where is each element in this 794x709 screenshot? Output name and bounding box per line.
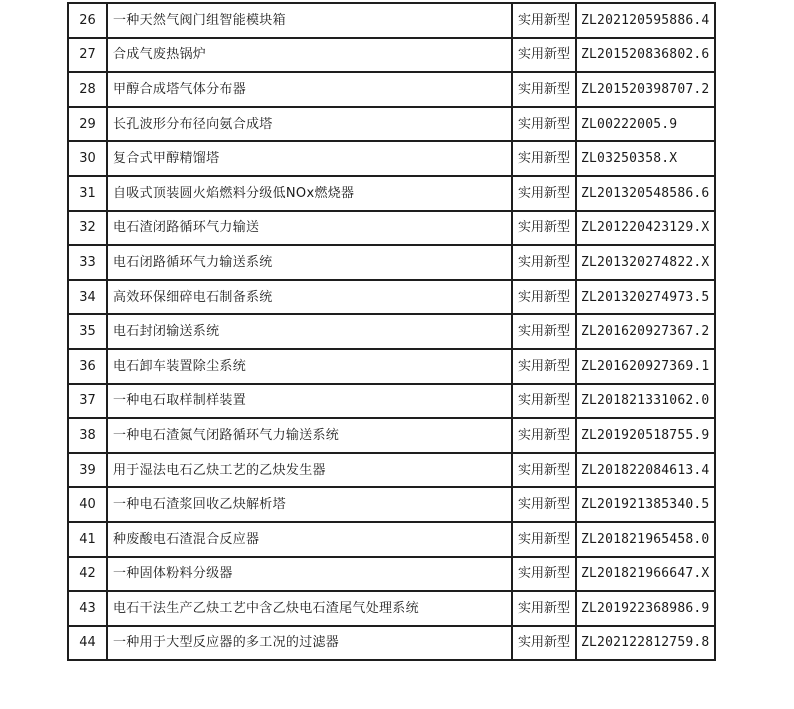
row-number-cell: 30 <box>68 141 107 176</box>
patent-name-cell: 合成气废热锅炉 <box>107 38 512 73</box>
patent-number-cell: ZL201520836802.6 <box>576 38 715 73</box>
patent-name-cell: 一种用于大型反应器的多工况的过滤器 <box>107 626 512 661</box>
table-row <box>68 384 715 419</box>
row-number-cell: 34 <box>68 280 107 315</box>
patent-number-cell: ZL202122812759.8 <box>576 626 715 661</box>
patent-name-cell: 自吸式顶装圆火焰燃料分级低NOx燃烧器 <box>107 176 512 211</box>
patent-type-cell: 实用新型 <box>512 418 576 453</box>
patent-type-cell: 实用新型 <box>512 280 576 315</box>
table-row <box>68 176 715 211</box>
table-row <box>68 3 715 38</box>
table-row <box>68 314 715 349</box>
patent-number-cell: ZL201822084613.4 <box>576 453 715 488</box>
patent-table-sheet <box>67 2 709 661</box>
table-row <box>68 453 715 488</box>
table-row <box>68 38 715 73</box>
patent-name-cell: 一种电石取样制样装置 <box>107 384 512 419</box>
patent-number-cell: ZL201821965458.0 <box>576 522 715 557</box>
patent-number-cell: ZL03250358.X <box>576 141 715 176</box>
row-number-cell: 26 <box>68 3 107 38</box>
table-row <box>68 349 715 384</box>
row-number-cell: 36 <box>68 349 107 384</box>
patent-name-cell: 一种电石渣浆回收乙炔解析塔 <box>107 487 512 522</box>
row-number-cell: 28 <box>68 72 107 107</box>
patent-name-cell: 一种电石渣氮气闭路循环气力输送系统 <box>107 418 512 453</box>
patent-type-cell: 实用新型 <box>512 176 576 211</box>
patent-name-cell: 一种天然气阀门组智能模块箱 <box>107 3 512 38</box>
table-row <box>68 245 715 280</box>
patent-type-cell: 实用新型 <box>512 626 576 661</box>
patent-name-cell: 电石卸车装置除尘系统 <box>107 349 512 384</box>
table-row <box>68 141 715 176</box>
patent-name-cell: 电石干法生产乙炔工艺中含乙炔电石渣尾气处理系统 <box>107 591 512 626</box>
patent-name-cell: 长孔波形分布径向氨合成塔 <box>107 107 512 142</box>
row-number-cell: 39 <box>68 453 107 488</box>
row-number-cell: 41 <box>68 522 107 557</box>
row-number-cell: 29 <box>68 107 107 142</box>
patent-type-cell: 实用新型 <box>512 453 576 488</box>
patent-number-cell: ZL202120595886.4 <box>576 3 715 38</box>
row-number-cell: 35 <box>68 314 107 349</box>
table-row <box>68 591 715 626</box>
patent-number-cell: ZL201920518755.9 <box>576 418 715 453</box>
patent-name-cell: 电石渣闭路循环气力输送 <box>107 211 512 246</box>
patent-name-cell: 高效环保细碎电石制备系统 <box>107 280 512 315</box>
patent-name-cell: 一种固体粉料分级器 <box>107 557 512 592</box>
patent-number-cell: ZL201520398707.2 <box>576 72 715 107</box>
patent-type-cell: 实用新型 <box>512 3 576 38</box>
patent-name-cell: 甲醇合成塔气体分布器 <box>107 72 512 107</box>
patent-type-cell: 实用新型 <box>512 107 576 142</box>
patent-name-cell: 复合式甲醇精馏塔 <box>107 141 512 176</box>
patent-number-cell: ZL201921385340.5 <box>576 487 715 522</box>
table-row <box>68 72 715 107</box>
patent-number-cell: ZL201320274973.5 <box>576 280 715 315</box>
patent-number-cell: ZL201620927369.1 <box>576 349 715 384</box>
row-number-cell: 38 <box>68 418 107 453</box>
patent-name-cell: 种废酸电石渣混合反应器 <box>107 522 512 557</box>
patent-type-cell: 实用新型 <box>512 141 576 176</box>
patent-number-cell: ZL00222005.9 <box>576 107 715 142</box>
table-row <box>68 522 715 557</box>
row-number-cell: 32 <box>68 211 107 246</box>
patent-type-cell: 实用新型 <box>512 522 576 557</box>
patent-type-cell: 实用新型 <box>512 211 576 246</box>
row-number-cell: 31 <box>68 176 107 211</box>
table-row <box>68 280 715 315</box>
row-number-cell: 43 <box>68 591 107 626</box>
patent-type-cell: 实用新型 <box>512 72 576 107</box>
patent-type-cell: 实用新型 <box>512 349 576 384</box>
row-number-cell: 44 <box>68 626 107 661</box>
table-row <box>68 211 715 246</box>
row-number-cell: 33 <box>68 245 107 280</box>
patent-number-cell: ZL201320548586.6 <box>576 176 715 211</box>
patent-name-cell: 电石闭路循环气力输送系统 <box>107 245 512 280</box>
patent-name-cell: 用于湿法电石乙炔工艺的乙炔发生器 <box>107 453 512 488</box>
patent-type-cell: 实用新型 <box>512 384 576 419</box>
patent-table-body <box>68 3 715 660</box>
patent-number-cell: ZL201821966647.X <box>576 557 715 592</box>
patent-type-cell: 实用新型 <box>512 314 576 349</box>
patent-type-cell: 实用新型 <box>512 245 576 280</box>
row-number-cell: 42 <box>68 557 107 592</box>
table-row <box>68 107 715 142</box>
patent-name-cell: 电石封闭输送系统 <box>107 314 512 349</box>
table-row <box>68 418 715 453</box>
patent-type-cell: 实用新型 <box>512 557 576 592</box>
patent-table <box>67 2 716 661</box>
patent-type-cell: 实用新型 <box>512 38 576 73</box>
table-row <box>68 557 715 592</box>
row-number-cell: 27 <box>68 38 107 73</box>
patent-number-cell: ZL201220423129.X <box>576 211 715 246</box>
patent-number-cell: ZL201620927367.2 <box>576 314 715 349</box>
row-number-cell: 37 <box>68 384 107 419</box>
patent-number-cell: ZL201922368986.9 <box>576 591 715 626</box>
table-row <box>68 487 715 522</box>
row-number-cell: 40 <box>68 487 107 522</box>
patent-number-cell: ZL201821331062.0 <box>576 384 715 419</box>
table-row <box>68 626 715 661</box>
patent-type-cell: 实用新型 <box>512 487 576 522</box>
patent-number-cell: ZL201320274822.X <box>576 245 715 280</box>
patent-type-cell: 实用新型 <box>512 591 576 626</box>
